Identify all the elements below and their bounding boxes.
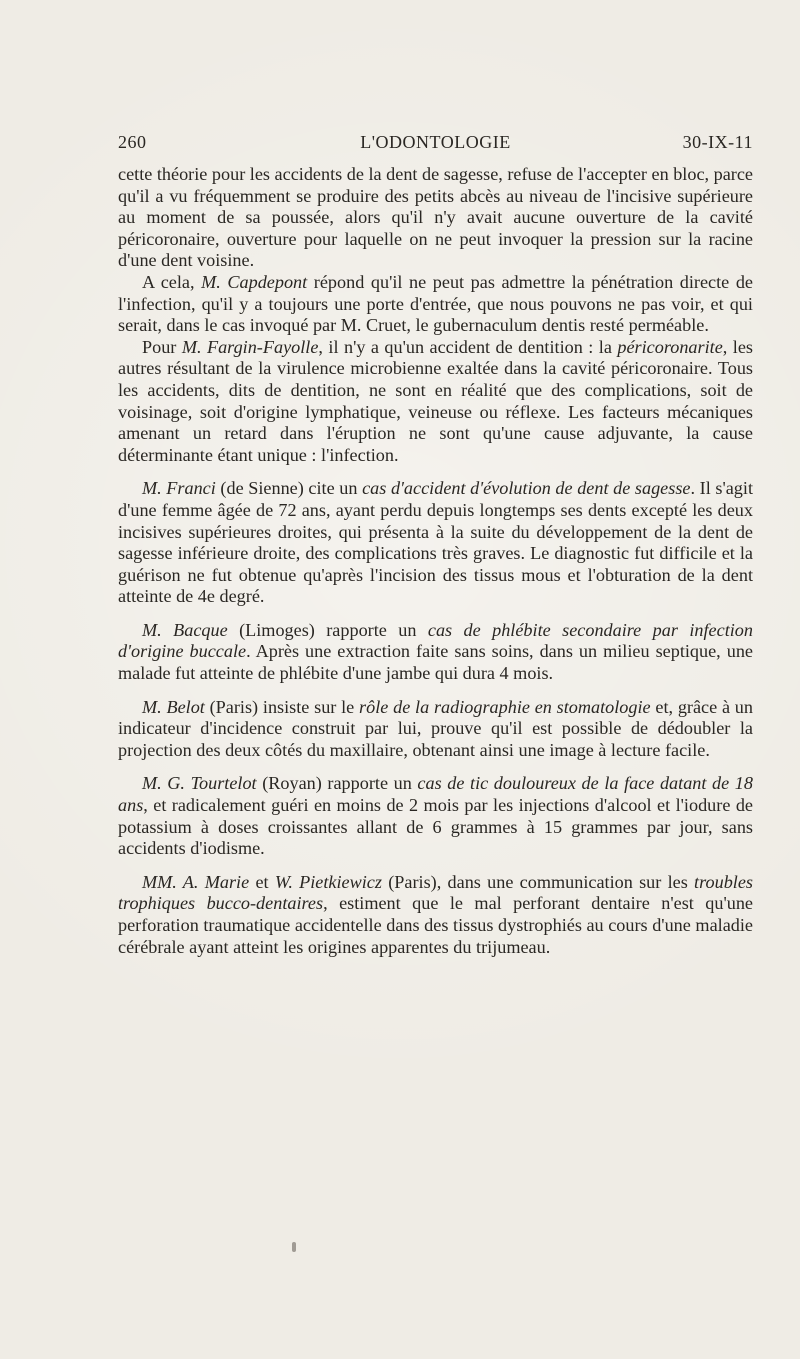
journal-title: L'ODONTOLOGIE <box>360 132 511 152</box>
paragraph-5-text: . Après une extraction faite sans soins, dans un milieu septique, une malade fut atteinte de phlébite d'une jambe qui dura 4 mois. <box>118 641 753 684</box>
communication-title: cas de tic douloureux de la face datant de 18 ans <box>118 773 753 816</box>
paragraph-4-text: (de Sienne) cite un <box>215 478 363 499</box>
paragraph-8-text: et <box>249 871 275 892</box>
paragraph-2 <box>118 272 753 337</box>
paragraph-1-text: cette théorie pour les accidents de la dent de sagesse, refuse de l'accepter en bloc, parce qu'il a vu fréquemment se produire des petits abcès au niveau de l'incisive supérieure au moment de sa poussée, alors qu'il n'y avait aucune ouverture de la cavité péricoronaire, ouverture pour laquelle on ne peut invoquer la pression sur la racine d'une dent voisine. <box>118 164 753 271</box>
paragraph-7-text: , et radicalement guéri en moins de 2 mois par les injections d'alcool et l'iodure de potassium à doses croissantes allant de 6 grammes à 15 grammes par jour, sans accidents d'iodisme. <box>118 795 753 859</box>
paragraph-5 <box>118 620 753 685</box>
paragraph-7 <box>118 773 753 859</box>
speaker-name: M. Franci <box>142 478 216 499</box>
paragraph-6 <box>118 697 753 762</box>
paragraph-8 <box>118 872 753 958</box>
paragraph-2-lead: A cela, <box>142 271 202 292</box>
paragraph-8-text: , estiment que le mal perforant dentaire n'est qu'une perforation traumatique accidentelle dans des tissus dystrophiés au cours d'une maladie cérébrale ayant atteint les origines apparentes du trijumeau. <box>118 893 754 957</box>
ink-speck <box>292 1242 296 1252</box>
paragraph-6-text: et, grâce à un indicateur d'incidence construit par lui, prouve qu'il est possible de dédoubler la projection des deux côtés du maxillaire, obtenant ainsi une image à lecture facile. <box>118 696 753 760</box>
running-header <box>118 132 753 158</box>
page-number: 260 <box>118 132 147 152</box>
paragraph-7-text: (Royan) rapporte un <box>256 773 418 794</box>
paragraph-3-text: , il n'y a qu'un accident de dentition : la <box>318 336 618 357</box>
paragraph-3 <box>118 337 753 467</box>
communication-title: cas d'accident d'évolution de dent de sagesse <box>362 478 691 499</box>
paragraph-1 <box>118 164 753 272</box>
communication-title: rôle de la radiographie en stomatologie <box>359 696 651 717</box>
paragraph-2-text: répond qu'il ne peut pas admettre la pénétration directe de l'infection, qu'il y a toujours une porte d'entrée, que nous pouvons ne pas voir, et qui serait, dans le cas invoqué par M. Cruet, le gubernaculum dentis resté perméable. <box>118 271 753 336</box>
article-body <box>118 164 753 958</box>
paragraph-5-text: (Limoges) rapporte un <box>227 619 428 640</box>
communication-title: cas de phlébite secondaire par infection d'origine buccale <box>118 619 753 662</box>
italic-term: péricoronarite <box>617 336 723 357</box>
speaker-name: M. Bacque <box>142 619 228 640</box>
paragraph-3-lead: Pour <box>142 336 182 357</box>
speaker-name: M. G. Tourtelot <box>142 773 257 794</box>
paragraph-8-text: (Paris), dans une communication sur les <box>381 871 695 892</box>
paragraph-6-text: (Paris) insiste sur le <box>204 696 360 717</box>
speaker-name: M. Belot <box>142 696 205 717</box>
paragraph-4 <box>118 478 753 608</box>
issue-date: 30-IX-11 <box>682 132 753 152</box>
speaker-name: M. Capdepont <box>201 271 308 292</box>
communication-title: troubles trophiques bucco-dentaires <box>118 871 753 914</box>
speaker-name: MM. A. Marie <box>142 871 250 892</box>
speaker-name: M. Fargin-Fayolle <box>181 336 319 357</box>
paragraph-4-text: . Il s'agit d'une femme âgée de 72 ans, ayant perdu depuis longtemps ses dents excepté les deux incisives supérieures droites, qui présenta à la suite du développement de la dent de sagesse inférieure droite, des complications très graves. Le diagnostic fut difficile et la guérison ne fut obtenue qu'après l'incision des tissus mous et l'obturation de la dent atteinte de 4e degré. <box>118 478 753 607</box>
speaker-name: W. Pietkiewicz <box>274 871 382 892</box>
paragraph-3-text: , les autres résultant de la virulence microbienne exaltée dans la cavité péricoronaire. Tous les accidents, dits de dentition, ne sont en réalité que des complications, soit de voisinage, soit d'origine lymphatique, veineuse ou réflexe. Les facteurs mécaniques amenant un retard dans l'éruption ne sont qu'une cause adjuvante, la cause déterminante étant unique : l'infection. <box>118 336 753 465</box>
